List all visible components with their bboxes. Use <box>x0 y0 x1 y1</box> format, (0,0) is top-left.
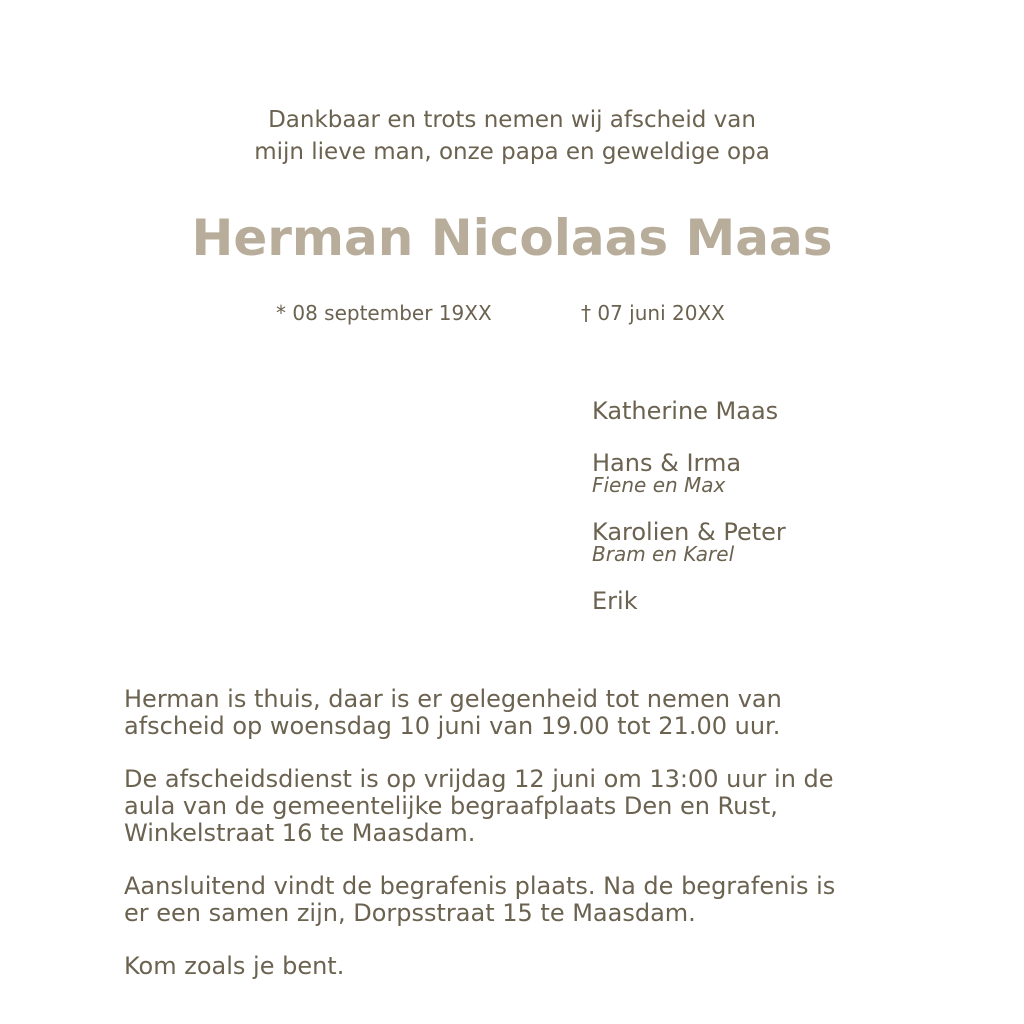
intro-text <box>0 104 1024 168</box>
family-entry <box>592 448 992 495</box>
cross-icon: † <box>581 301 591 325</box>
death-date <box>581 298 725 328</box>
visitation-paragraph <box>124 686 924 740</box>
closing-paragraph <box>124 953 924 980</box>
ceremony-details <box>124 686 924 1006</box>
burial-paragraph <box>124 873 924 927</box>
family-entry <box>592 517 992 564</box>
family-entry <box>592 586 992 616</box>
family-member: Hans & Irma <box>592 449 742 477</box>
paragraph-line: Aansluitend vindt de begrafenis plaats. Na de begrafenis is <box>124 872 836 900</box>
grandchildren: Fiene en Max <box>592 473 726 497</box>
intro-line-2: mijn lieve man, onze papa en geweldige opa <box>254 139 770 165</box>
birth-date-value: 08 september 19XX <box>292 301 492 325</box>
family-member: Erik <box>592 587 638 615</box>
paragraph-line: afscheid op woensdag 10 juni van 19.00 tot 21.00 uur. <box>124 712 781 740</box>
service-paragraph <box>124 766 924 847</box>
family-member: Karolien & Peter <box>592 518 786 546</box>
paragraph-line: Herman is thuis, daar is er gelegenheid tot nemen van <box>124 685 782 713</box>
intro-line-1: Dankbaar en trots nemen wij afscheid van <box>268 107 756 133</box>
paragraph-line: De afscheidsdienst is op vrijdag 12 juni om 13:00 uur in de <box>124 765 834 793</box>
family-list <box>592 396 992 638</box>
birth-date <box>276 298 492 328</box>
birth-symbol: * <box>276 301 286 325</box>
paragraph-line: Kom zoals je bent. <box>124 952 345 980</box>
paragraph-line: aula van de gemeentelijke begraafplaats Den en Rust, <box>124 792 778 820</box>
deceased-name: Herman Nicolaas Maas <box>191 209 833 267</box>
grandchildren: Bram en Karel <box>592 542 735 566</box>
death-date-value: 07 juni 20XX <box>597 301 725 325</box>
family-entry <box>592 396 992 426</box>
family-member: Katherine Maas <box>592 397 779 425</box>
paragraph-line: Winkelstraat 16 te Maasdam. <box>124 819 476 847</box>
paragraph-line: er een samen zijn, Dorpsstraat 15 te Maasdam. <box>124 899 696 927</box>
